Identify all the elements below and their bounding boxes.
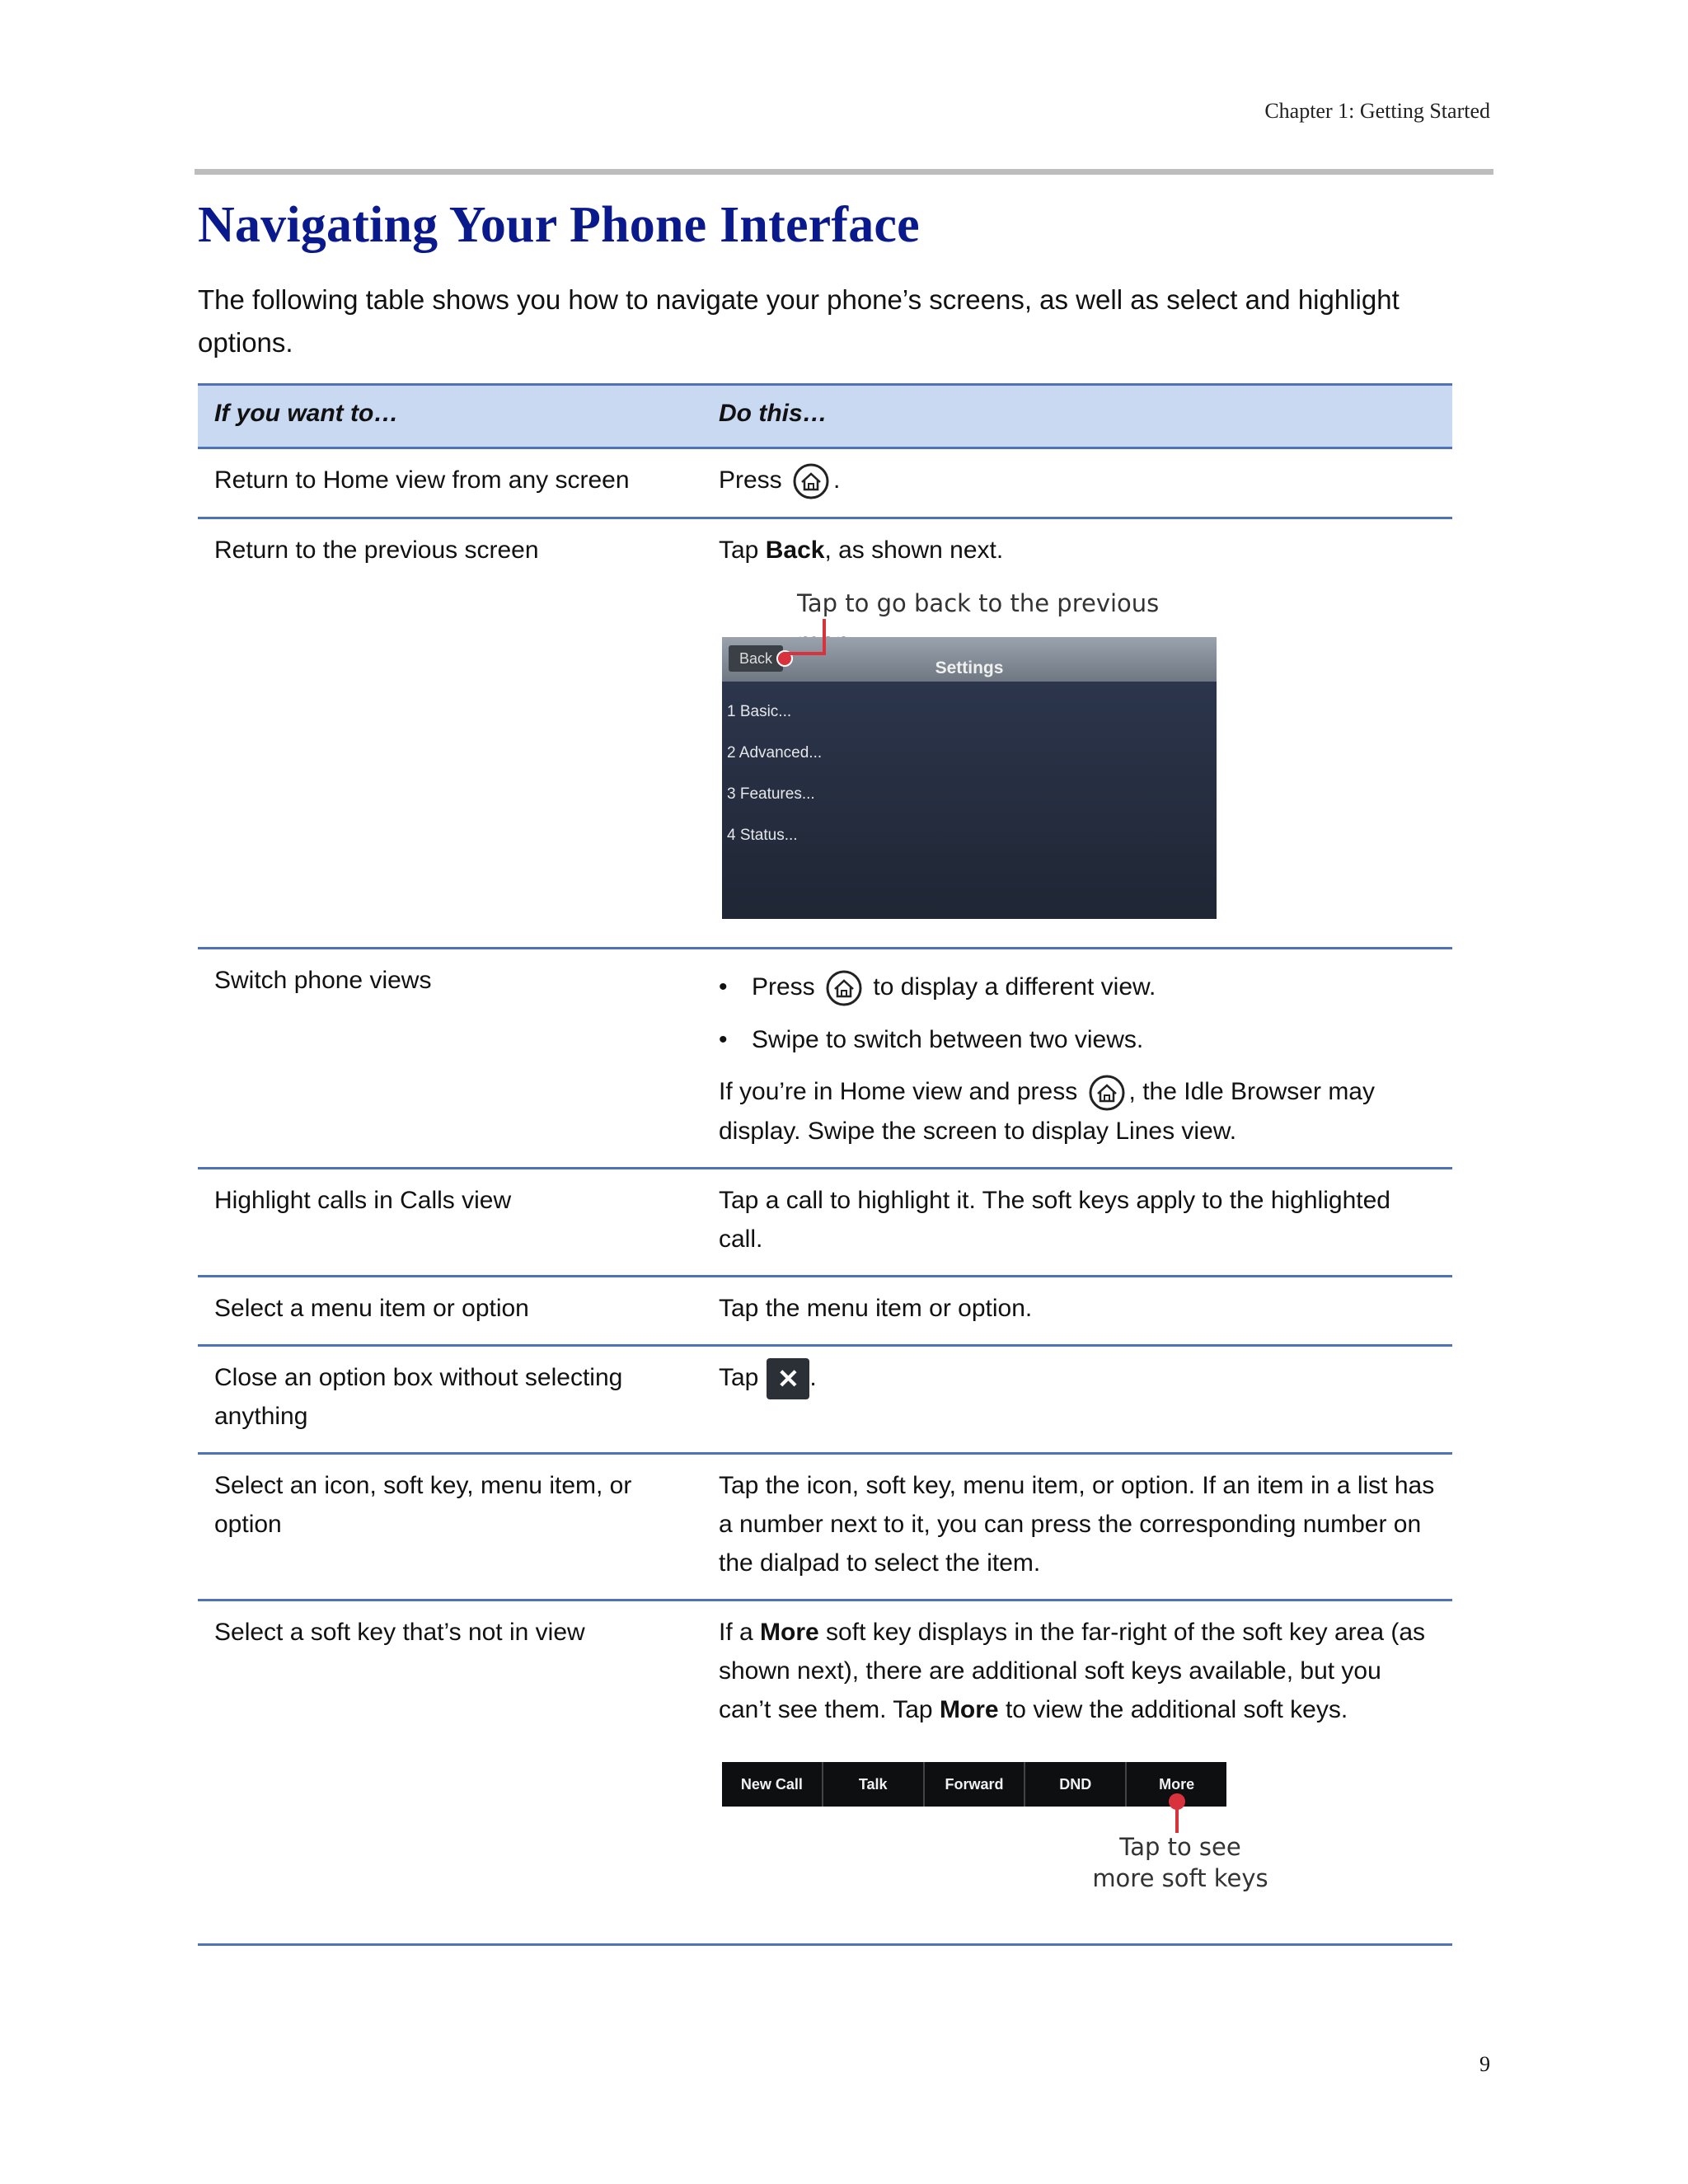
row-do-text: Tap — [719, 537, 766, 565]
row-want: Select a menu item or option — [198, 1277, 702, 1346]
row-want: Select an icon, soft key, menu item, or option — [198, 1454, 702, 1601]
softkey-dnd[interactable]: DND — [1025, 1762, 1127, 1807]
table-row — [198, 1601, 1452, 1945]
back-screen-figure — [719, 584, 1230, 930]
callout-line — [823, 619, 826, 654]
table-row — [198, 1277, 1452, 1346]
callout-line — [783, 652, 826, 655]
row-do — [702, 448, 1452, 518]
row-do: Tap a call to highlight it. The soft keys apply to the highlighted call. — [702, 1169, 1452, 1277]
bullet-text: Press — [752, 973, 815, 1001]
bullet-list — [719, 968, 1436, 1059]
menu-item[interactable]: 4 Status... — [727, 827, 798, 845]
note-paragraph — [719, 1072, 1436, 1151]
list-item: • Swipe to switch between two views. — [719, 1020, 1436, 1059]
row-do-text: . — [833, 466, 841, 494]
header-want: If you want to… — [198, 385, 702, 448]
menu-item[interactable]: 2 Advanced... — [727, 744, 823, 762]
phone-settings-screen — [722, 637, 1217, 919]
table-row — [198, 1454, 1452, 1601]
row-do-bold: More — [760, 1619, 819, 1647]
row-want: Return to Home view from any screen — [198, 448, 702, 518]
softkey-new-call[interactable]: New Call — [722, 1762, 823, 1807]
softkey-bar — [722, 1762, 1226, 1807]
row-do — [702, 518, 1452, 949]
softkey-forward[interactable]: Forward — [925, 1762, 1026, 1807]
row-do-text: Press — [719, 466, 782, 494]
screen-title: Settings — [935, 658, 1004, 678]
page-number: 9 — [1479, 2052, 1490, 2076]
navigation-table — [198, 383, 1452, 1946]
table-row — [198, 949, 1452, 1169]
row-do: Tap the menu item or option. — [702, 1277, 1452, 1346]
header-do: Do this… — [702, 385, 1452, 448]
list-item — [719, 968, 1436, 1007]
softkey-more[interactable]: More — [1159, 1776, 1195, 1793]
callout-dot — [1169, 1793, 1185, 1810]
row-do — [702, 949, 1452, 1169]
row-do-bold: More — [939, 1696, 999, 1724]
table-row — [198, 1169, 1452, 1277]
softkey-figure — [719, 1762, 1279, 1927]
callout-line — [1175, 1808, 1179, 1833]
bullet-text: to display a different view. — [873, 973, 1156, 1001]
row-do: Tap the icon, soft key, menu item, or option. If an item in a list has a number next to it, you can press the corresponding number on the dialpad to select the item. — [702, 1454, 1452, 1601]
row-want: Highlight calls in Calls view — [198, 1169, 702, 1277]
table-header-row — [198, 385, 1452, 448]
header-rule — [195, 169, 1493, 175]
menu-item[interactable]: 1 Basic... — [727, 703, 792, 721]
chapter-header: Chapter 1: Getting Started — [1264, 99, 1490, 123]
row-do-text: soft key displays in the far-right of the soft key area (as shown next), there are additional soft keys available, but you can’t see them. Tap — [719, 1619, 1426, 1724]
home-icon — [825, 969, 863, 1007]
note-text: , the Idle Browser may display. Swipe the screen to display Lines view. — [719, 1078, 1375, 1146]
more-callout-line1: Tap to see — [1119, 1833, 1241, 1862]
row-do — [702, 1601, 1452, 1945]
more-callout-text — [1081, 1831, 1279, 1894]
more-callout-line2: more soft keys — [1092, 1864, 1268, 1893]
page-title: Navigating Your Phone Interface — [198, 197, 920, 253]
back-button[interactable]: Back — [729, 645, 783, 672]
table-row — [198, 518, 1452, 949]
row-want: Close an option box without selecting anything — [198, 1346, 702, 1454]
row-want: Return to the previous screen — [198, 518, 702, 949]
row-do-text: Tap — [719, 1364, 759, 1392]
menu-item[interactable]: 3 Features... — [727, 785, 815, 804]
intro-paragraph: The following table shows you how to navigate your phone’s screens, as well as select and highlight options. — [198, 284, 1400, 358]
table-row — [198, 1346, 1452, 1454]
close-icon: ✕ — [767, 1358, 809, 1399]
row-do-text: If a — [719, 1619, 761, 1647]
softkey-talk[interactable]: Talk — [823, 1762, 925, 1807]
home-icon — [1088, 1074, 1126, 1112]
row-do — [702, 1346, 1452, 1454]
home-icon — [792, 462, 830, 500]
row-do-text: to view the additional soft keys. — [998, 1696, 1348, 1724]
row-want: Switch phone views — [198, 949, 702, 1169]
row-do-text: . — [809, 1364, 817, 1392]
note-text: If you’re in Home view and press — [719, 1078, 1078, 1106]
row-want: Select a soft key that’s not in view — [198, 1601, 702, 1945]
row-do-text: , as shown next. — [824, 537, 1004, 565]
settings-menu — [727, 691, 822, 856]
table-row — [198, 448, 1452, 518]
back-callout-text: Tap to go back to the previous — [797, 589, 1160, 618]
row-do-bold: Back — [765, 537, 825, 565]
